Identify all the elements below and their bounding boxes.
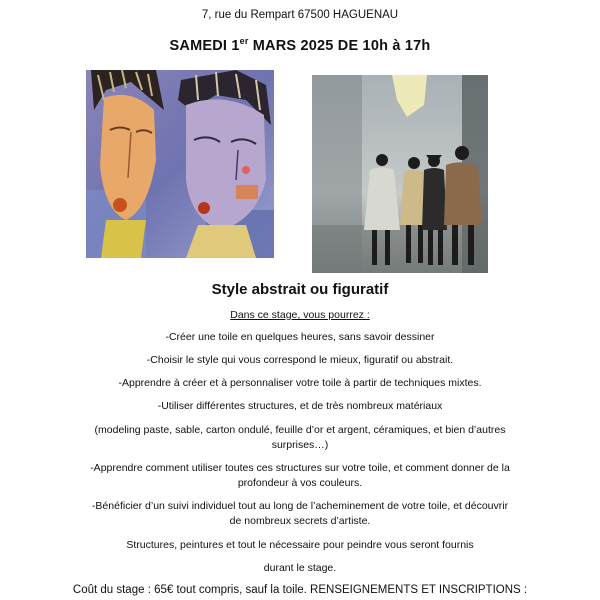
list-item-5-line-1: (modeling paste, sable, carton ondulé, feuille d’or et argent, céramiques, et bien d’autres	[94, 424, 506, 436]
date-day: SAMEDI 1	[169, 38, 240, 54]
date-rest: MARS 2025 DE 10h à 17h	[248, 38, 431, 54]
cost-info: Coût du stage : 65€ tout compris, sauf la toile. RENSEIGNEMENTS ET INSCRIPTIONS :	[72, 584, 528, 596]
address: 7, rue du Rempart 67500 HAGUENAU	[201, 9, 399, 21]
list-item-7-line-1: -Bénéficier d’un suivi individuel tout au long de l’acheminement de votre toile, et découvrir	[91, 500, 509, 512]
event-date	[0, 36, 600, 54]
list-item-2: -Choisir le style qui vous correspond le mieux, figuratif ou abstrait.	[146, 354, 454, 366]
supplies-note: Structures, peintures et tout le nécessaire pour peindre vous seront fournis	[126, 539, 474, 551]
workshop-subtitle: Style abstrait ou figuratif	[211, 281, 389, 298]
abstract-faces-painting	[86, 70, 274, 258]
date-ordinal: er	[239, 36, 249, 46]
supplies-note-end: durant le stage.	[263, 562, 337, 574]
list-item-1: -Créer une toile en quelques heures, sans savoir dessiner	[165, 331, 435, 343]
list-item-7-line-2: de nombreux secrets d’artiste.	[229, 515, 371, 527]
figurative-silhouettes-painting	[312, 75, 488, 273]
list-item-4: -Utiliser différentes structures, et de très nombreux matériaux	[157, 400, 443, 412]
list-item-3: -Apprendre à créer et à personnaliser votre toile à partir de techniques mixtes.	[118, 377, 482, 389]
list-item-5-line-2: surprises…)	[271, 439, 329, 451]
intro-text: Dans ce stage, vous pourrez :	[230, 309, 370, 321]
list-item-6-line-1: -Apprendre comment utiliser toutes ces structures sur votre toile, et comment donner de la	[90, 462, 510, 474]
list-item-6-line-2: profondeur à vos couleurs.	[237, 477, 363, 489]
